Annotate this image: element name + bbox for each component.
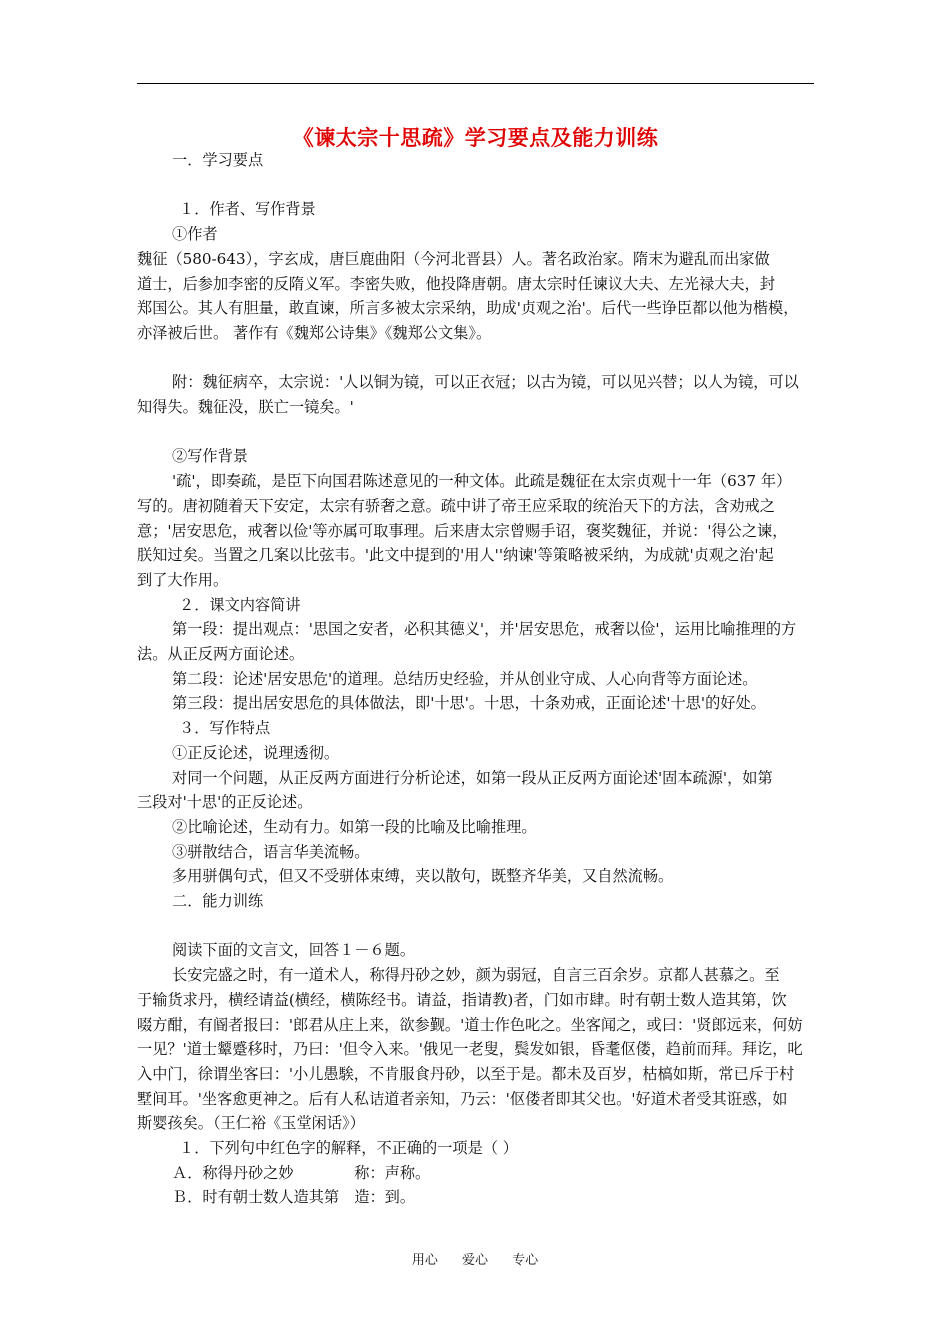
text-line: 到了大作用。: [137, 570, 229, 589]
footer-text-1: 用心: [411, 1253, 438, 1268]
page-footer: [0, 1249, 950, 1268]
text-line: 意；'居安思危，戒奢以俭'等亦属可取事理。后来唐太宗曾赐手诏，褒奖魏征，并说：'得公之谏，: [137, 521, 788, 540]
text-line: 附：魏征病卒，太宗说：'人以铜为镜，可以正衣冠；以古为镜，可以见兴替；以人为镜，可以: [172, 373, 799, 392]
text-line: 二．能力训练: [172, 892, 264, 911]
footer-text-3: 专心: [512, 1253, 539, 1268]
text-line: 多用骈偶句式，但又不受骈体束缚，夹以散句，既整齐华美，又自然流畅。: [172, 867, 674, 886]
text-line: '疏'，即奏疏，是臣下向国君陈述意见的一种文体。此疏是魏征在太宗贞观十一年（637 年）: [172, 472, 792, 491]
text-line: 魏征（580-643），字玄成，唐巨鹿曲阳（今河北晋县）人。著名政治家。隋末为避乱而出家做: [137, 249, 770, 268]
text-line: 知得失。魏征没，朕亡一镜矣。': [137, 398, 354, 416]
text-line: 法。从正反两方面论述。: [137, 645, 305, 664]
text-line: 写的。唐初随着天下安定，太宗有骄奢之意。疏中讲了帝王应采取的统治天下的方法，含劝戒之: [137, 496, 775, 515]
blank-line: [137, 346, 817, 371]
text-line: 啜方酣，有阍者报曰：'郎君从庄上来，欲参觐。'道士作色叱之。坐客闻之，或曰：'贤郎远来，何妨: [137, 1015, 803, 1034]
document-body: [137, 148, 817, 1210]
text-line: 一．学习要点: [172, 151, 264, 169]
text-line: 入中门，徐谓坐客曰：'小儿愚騃，不肯服食丹砂，以至于是。都未及百岁，枯槁如斯，常已斥于村: [137, 1064, 795, 1083]
text-line: 长安完盛之时，有一道术人，称得丹砂之妙，颜为弱冠，自言三百余岁。京都人甚慕之。至: [172, 966, 780, 985]
text-line: ③骈散结合，语言华美流畅。: [172, 842, 370, 861]
text-line: １．作者、写作背景: [179, 200, 316, 219]
text-line: 阅读下面的文言文，回答１－６题。: [172, 941, 415, 960]
text-line: 亦泽被后世。 著作有《魏郑公诗集》《魏郑公文集》。: [137, 323, 492, 342]
blank-line: [137, 914, 817, 939]
text-line: 道士，后参加李密的反隋义军。李密失败，他投降唐朝。唐太宗时任谏议大夫、左光禄大夫，封: [137, 274, 775, 293]
text-line: Ａ．称得丹砂之妙 称：声称。: [172, 1163, 431, 1182]
text-line: 斯婴孩矣。（王仁裕《玉堂闲话》）: [137, 1114, 365, 1133]
text-line: １．下列句中红色字的解释，不正确的一项是（ ）: [179, 1139, 518, 1158]
text-line: 墅间耳。'坐客愈更神之。后有人私诘道者亲知，乃云：'伛偻者即其父也。'好道术者受其诳惑，如: [137, 1089, 788, 1108]
text-line: 一见？'道士颦蹙移时，乃曰：'但令入来。'俄见一老叟，鬓发如银，昏耄伛偻，趋前而拜。拜讫，叱: [137, 1040, 803, 1059]
text-line: 对同一个问题，从正反两方面进行分析论述，如第一段从正反两方面论述'固本疏源'，如第: [172, 768, 773, 787]
text-line: ①作者: [172, 225, 218, 244]
header-rule: [137, 83, 814, 84]
blank-line: [137, 420, 817, 445]
text-line: 于输货求丹，横经请益(横经，横陈经书。请益，指请教)者，门如市肆。时有朝士数人造其第，饮: [137, 990, 787, 1009]
text-line: ３．写作特点: [179, 719, 271, 738]
footer-text-2: 爱心: [461, 1253, 488, 1268]
text-line: 三段对'十思'的正反论述。: [137, 793, 313, 812]
document-title: 《谏太宗十思疏》学习要点及能力训练: [292, 125, 659, 150]
text-line: 第二段：论述'居安思危'的道理。总结历史经验，并从创业守成、人心向背等方面论述。: [172, 669, 758, 688]
text-line: ①正反论述，说理透彻。: [172, 743, 340, 762]
text-line: ２．课文内容简讲: [179, 595, 301, 614]
text-line: 朕知过矣。当置之几案以比弦韦。'此文中提到的'用人''纳谏'等策略被采纳，为成就'贞观之治'起: [137, 546, 774, 565]
text-line: ②写作背景: [172, 447, 248, 466]
blank-line: [137, 173, 817, 198]
text-line: 第一段：提出观点：'思国之安者，必积其德义'，并'居安思危，戒奢以俭'，运用比喻推理的方: [172, 620, 797, 639]
text-line: ②比喻论述，生动有力。如第一段的比喻及比喻推理。: [172, 817, 537, 836]
text-line: 第三段：提出居安思危的具体做法，即'十思'。十思，十条劝戒，正面论述'十思'的好处。: [172, 694, 766, 713]
text-line: Ｂ．时有朝士数人造其第 造：到。: [172, 1188, 415, 1207]
text-line: 郑国公。其人有胆量，敢直谏，所言多被太宗采纳，助成'贞观之治'。后代一些诤臣都以他为楷模，: [137, 299, 799, 318]
